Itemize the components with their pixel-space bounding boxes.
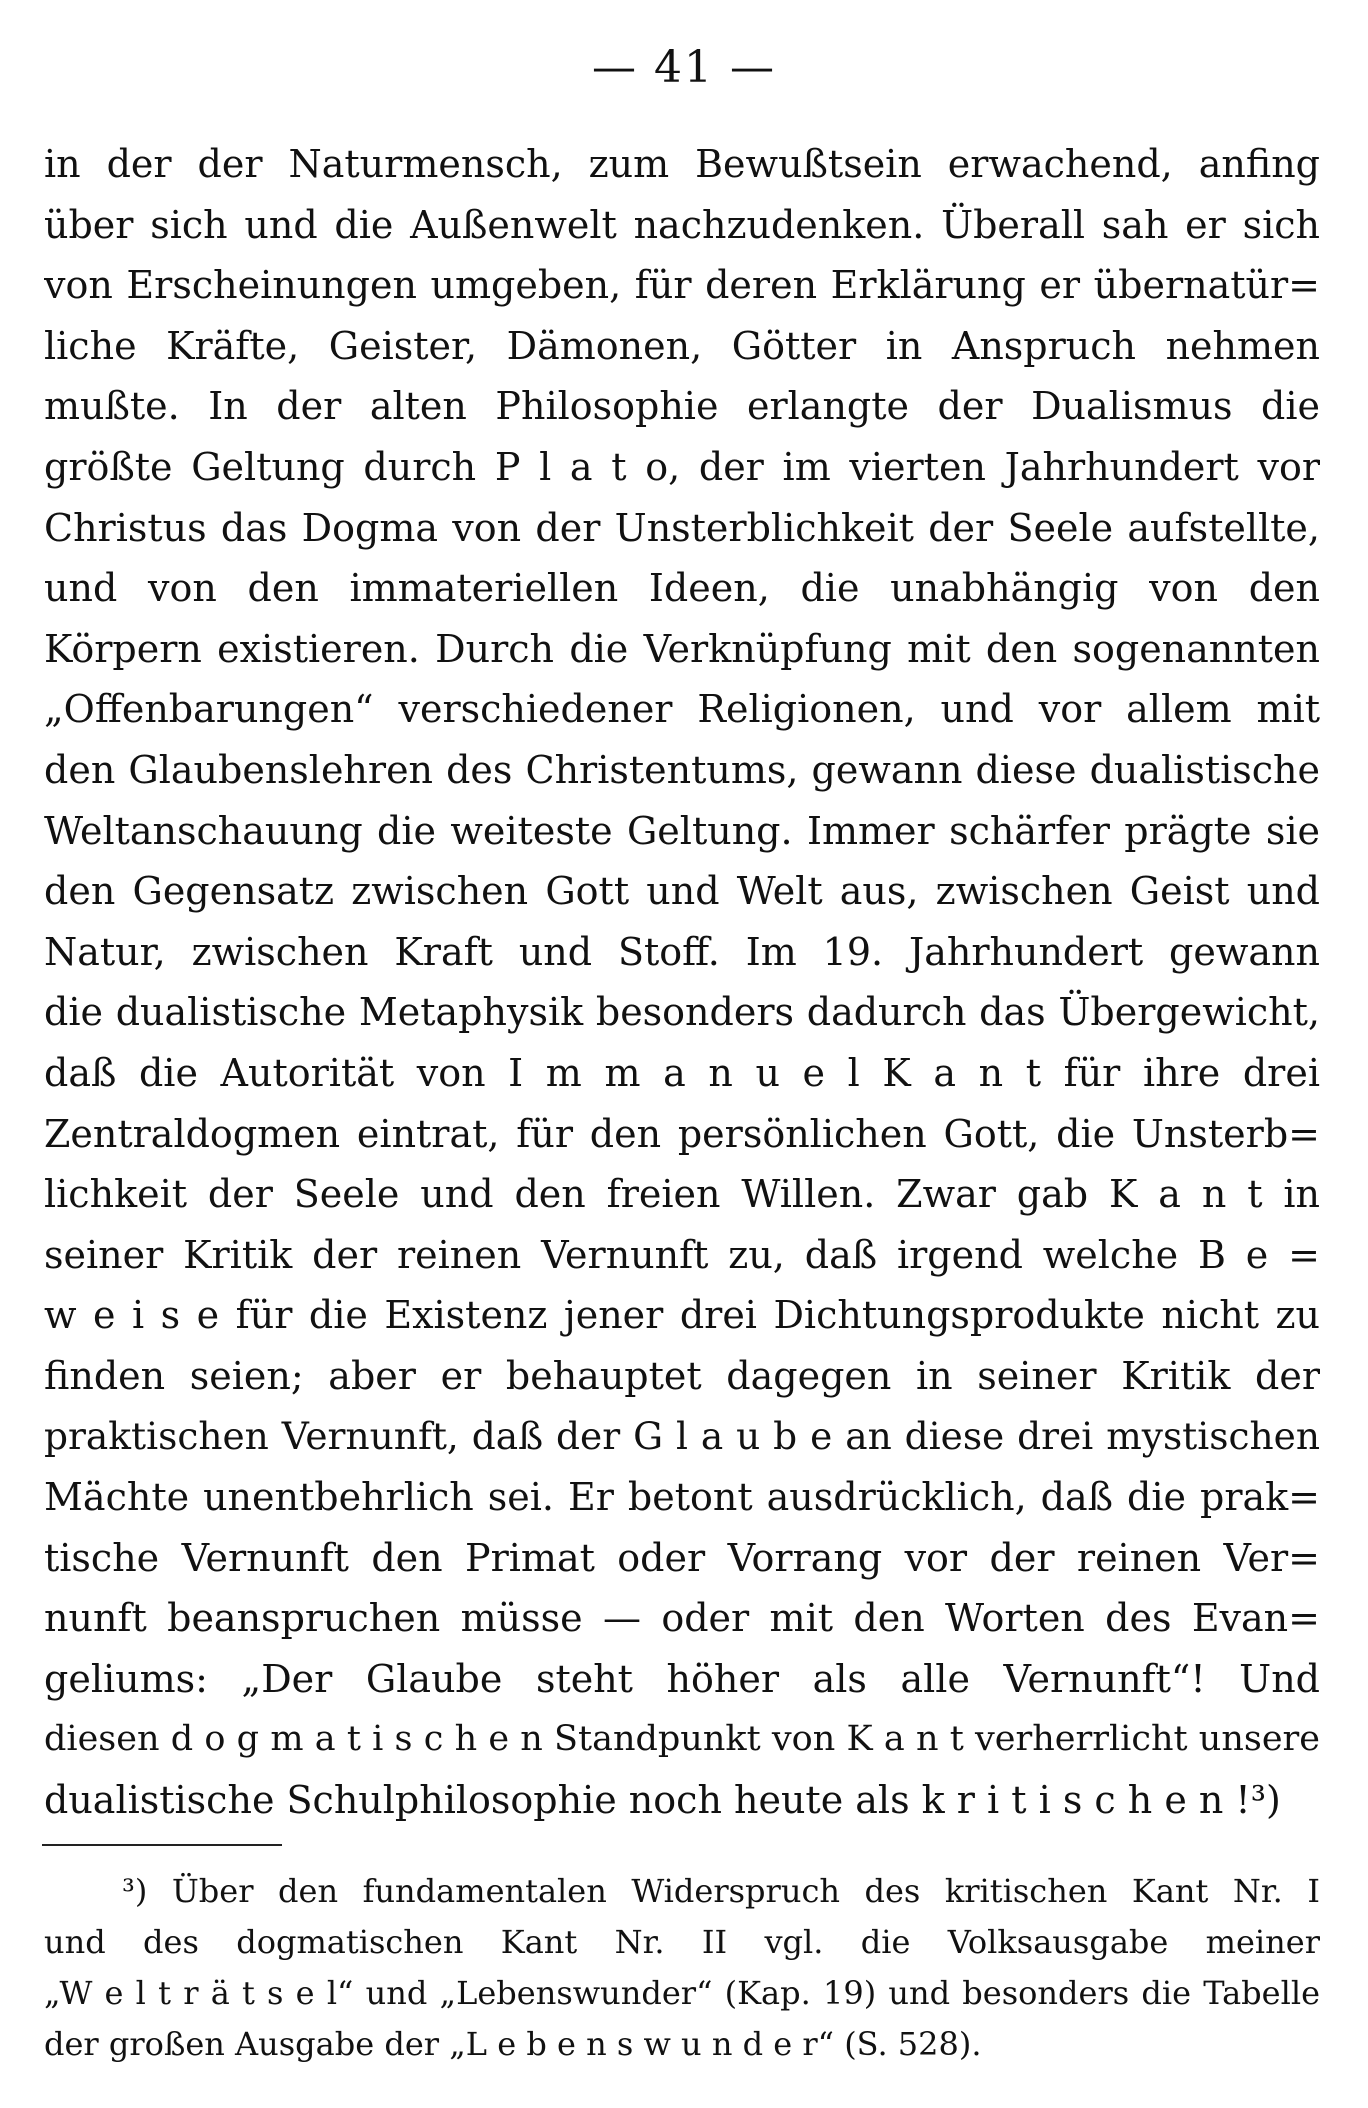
text-line: den Gegensatz zwischen Gott und Welt aus, zwischen Geist und [44,869,1320,914]
body-text [44,134,1320,1831]
text-line: und von den immateriellen Ideen, die unabhängig von den [44,566,1320,611]
footnote-line: ³) Über den fundamentalen Widerspruch des kritischen Kant Nr. I [122,1872,1320,1910]
text-line: Mächte unentbehrlich sei. Er betont ausdrücklich, daß die prak= [44,1475,1320,1520]
text-line: Natur, zwischen Kraft und Stoff. Im 19. Jahrhundert gewann [44,929,1320,974]
footnote-line: „W e l t r ä t s e l“ und „Lebenswunder“ (Kap. 19) und besonders die Tabelle [44,1974,1320,2012]
text-line: Zentraldogmen eintrat, für den persönlichen Gott, die Unsterb= [44,1111,1320,1156]
text-line: den Glaubenslehren des Christentums, gewann diese dualistische [44,747,1320,792]
page-number: — 41 — [592,42,776,93]
text-line: Christus das Dogma von der Unsterblichkeit der Seele aufstellte, [44,505,1320,550]
text-line: mußte. In der alten Philosophie erlangte der Dualismus die [44,384,1320,429]
text-line: daß die Autorität von I m m a n u e l K a n t für ihre drei [44,1050,1320,1095]
text-line: über sich und die Außenwelt nachzudenken. Überall sah er sich [44,202,1320,247]
footnote-line: der großen Ausgabe der „L e b e n s w u n d e r“ (S. 528). [44,2025,982,2063]
text-line: finden seien; aber er behauptet dagegen in seiner Kritik der [44,1353,1320,1398]
text-line: seiner Kritik der reinen Vernunft zu, daß irgend welche B e = [44,1232,1320,1277]
text-line: „Offenbarungen“ verschiedener Religionen, und vor allem mit [44,687,1320,732]
footnote-line: und des dogmatischen Kant Nr. II vgl. die Volksausgabe meiner [44,1923,1320,1961]
text-line: in der der Naturmensch, zum Bewußtsein erwachend, anfing [44,142,1320,186]
text-line: von Erscheinungen umgeben, für deren Erklärung er übernatür= [44,263,1320,308]
text-line: w e i s e für die Existenz jener drei Dichtungsprodukte nicht zu [44,1293,1320,1338]
footnote-divider [42,1844,282,1846]
text-line: tische Vernunft den Primat oder Vorrang vor der reinen Ver= [44,1535,1320,1580]
text-line: Weltanschauung die weiteste Geltung. Immer schärfer prägte sie [44,808,1320,853]
text-line: nunft beanspruchen müsse — oder mit den Worten des Evan= [44,1596,1320,1641]
text-line: lichkeit der Seele und den freien Willen. Zwar gab K a n t in [44,1172,1320,1217]
text-line: praktischen Vernunft, daß der G l a u b e an diese drei mystischen [44,1414,1320,1459]
text-line: geliums: „Der Glaube steht höher als alle Vernunft“! Und [44,1656,1320,1701]
text-line: größte Geltung durch P l a t o, der im vierten Jahrhundert vor [44,444,1320,489]
text-line: diesen d o g m a t i s c h e n Standpunkt von K a n t verherrlicht unsere [44,1719,1320,1760]
text-line: liche Kräfte, Geister, Dämonen, Götter in Anspruch nehmen [44,323,1320,368]
text-line: die dualistische Metaphysik besonders dadurch das Übergewicht, [44,990,1320,1035]
text-line: dualistische Schulphilosophie noch heute als k r i t i s c h e n !³) [44,1778,1281,1823]
footnote [44,1866,1320,2070]
text-line: Körpern existieren. Durch die Verknüpfung mit den sogenannten [44,626,1320,671]
